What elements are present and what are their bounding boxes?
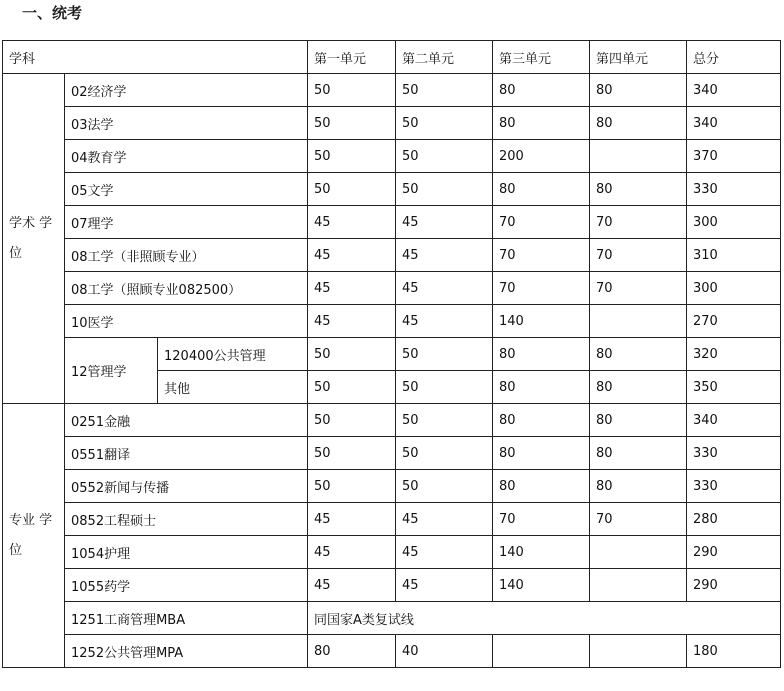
unit3-score: 70 [493,206,590,239]
section-heading: 一、统考 [22,4,83,22]
unit2-score: 45 [396,206,493,239]
subject-name: 12管理学 [65,338,158,404]
header-row [3,41,781,74]
unit3-score: 80 [493,107,590,140]
unit1-score: 45 [308,206,396,239]
unit1-score: 50 [308,140,396,173]
total-score: 270 [687,305,781,338]
subject-name: 10医学 [65,305,308,338]
unit3-score: 80 [493,404,590,437]
score-table [2,40,781,668]
subject-name: 0251金融 [65,404,308,437]
subject-name: 08工学（非照顾专业） [65,239,308,272]
unit4-score: 80 [590,371,687,404]
unit1-score: 50 [308,107,396,140]
subject-name: 02经济学 [65,74,308,107]
total-score: 370 [687,140,781,173]
unit1-score: 45 [308,272,396,305]
unit3-score: 80 [493,338,590,371]
unit2-score: 45 [396,272,493,305]
unit4-score: 80 [590,74,687,107]
unit1-score: 45 [308,239,396,272]
subject-name: 1055药学 [65,569,308,602]
unit4-score: 80 [590,173,687,206]
table-row [3,470,781,503]
unit3-score: 80 [493,173,590,206]
unit1-score: 80 [308,635,396,668]
unit3-score: 80 [493,371,590,404]
table-row [3,107,781,140]
unit3-score: 70 [493,239,590,272]
total-score: 340 [687,74,781,107]
subject-name: 1251工商管理MBA [65,602,308,635]
subject-name: 1252公共管理MPA [65,635,308,668]
table-row [3,437,781,470]
unit3-score: 140 [493,536,590,569]
unit4-score: 80 [590,107,687,140]
total-score: 350 [687,371,781,404]
total-score: 290 [687,569,781,602]
unit3-score: 80 [493,470,590,503]
unit2-score: 40 [396,635,493,668]
table-row [3,305,781,338]
table-row [3,206,781,239]
unit2-score: 50 [396,338,493,371]
total-score: 320 [687,338,781,371]
subject-name: 0551翻译 [65,437,308,470]
subject-name: 08工学（照顾专业082500） [65,272,308,305]
sub-subject-name: 其他 [158,371,308,404]
unit3-score: 80 [493,437,590,470]
unit4-score: 80 [590,338,687,371]
table-row [3,173,781,206]
unit1-score: 45 [308,305,396,338]
unit3-score: 70 [493,272,590,305]
group-academic: 学术 学位 [3,74,65,404]
unit2-score: 45 [396,569,493,602]
table-row [3,338,781,371]
header-unit2: 第二单元 [396,41,493,74]
table-row [3,536,781,569]
table-row [3,569,781,602]
unit4-score: 70 [590,206,687,239]
unit1-score: 50 [308,404,396,437]
group-professional: 专业 学位 [3,404,65,668]
unit2-score: 50 [396,140,493,173]
unit4-score: 70 [590,272,687,305]
unit1-score: 50 [308,437,396,470]
unit2-score: 45 [396,239,493,272]
subject-name: 0552新闻与传播 [65,470,308,503]
header-unit4: 第四单元 [590,41,687,74]
unit3-score: 70 [493,503,590,536]
table-row [3,272,781,305]
unit1-score: 45 [308,569,396,602]
table-row [3,503,781,536]
unit1-score: 50 [308,470,396,503]
unit2-score: 45 [396,536,493,569]
unit2-score: 50 [396,74,493,107]
subject-name: 04教育学 [65,140,308,173]
unit3-score: 140 [493,305,590,338]
unit4-score: 80 [590,437,687,470]
header-total: 总分 [687,41,781,74]
unit4-score [590,305,687,338]
unit2-score: 50 [396,437,493,470]
total-score: 330 [687,470,781,503]
mba-note: 同国家A类复试线 [308,602,781,635]
total-score: 340 [687,107,781,140]
unit4-score [590,140,687,173]
unit3-score: 200 [493,140,590,173]
sub-subject-name: 120400公共管理 [158,338,308,371]
unit4-score: 70 [590,503,687,536]
table-row [3,602,781,635]
total-score: 300 [687,206,781,239]
table-row [3,239,781,272]
unit1-score: 50 [308,338,396,371]
total-score: 340 [687,404,781,437]
unit1-score: 45 [308,503,396,536]
header-subject: 学科 [3,41,308,74]
subject-name: 1054护理 [65,536,308,569]
unit3-score [493,635,590,668]
unit4-score [590,635,687,668]
header-unit1: 第一单元 [308,41,396,74]
header-unit3: 第三单元 [493,41,590,74]
subject-name: 0852工程硕士 [65,503,308,536]
unit2-score: 50 [396,470,493,503]
total-score: 330 [687,437,781,470]
unit4-score [590,536,687,569]
unit1-score: 50 [308,371,396,404]
subject-name: 07理学 [65,206,308,239]
total-score: 310 [687,239,781,272]
unit2-score: 50 [396,404,493,437]
unit1-score: 50 [308,74,396,107]
table-row [3,635,781,668]
table-row [3,74,781,107]
total-score: 330 [687,173,781,206]
unit4-score: 70 [590,239,687,272]
unit3-score: 140 [493,569,590,602]
unit2-score: 50 [396,371,493,404]
unit2-score: 45 [396,503,493,536]
unit1-score: 50 [308,173,396,206]
table-row [3,140,781,173]
unit2-score: 45 [396,305,493,338]
unit2-score: 50 [396,173,493,206]
unit4-score: 80 [590,404,687,437]
unit3-score: 80 [493,74,590,107]
total-score: 180 [687,635,781,668]
unit2-score: 50 [396,107,493,140]
total-score: 290 [687,536,781,569]
total-score: 280 [687,503,781,536]
subject-name: 03法学 [65,107,308,140]
unit1-score: 45 [308,536,396,569]
table-row [3,404,781,437]
total-score: 300 [687,272,781,305]
subject-name: 05文学 [65,173,308,206]
unit4-score [590,569,687,602]
unit4-score: 80 [590,470,687,503]
